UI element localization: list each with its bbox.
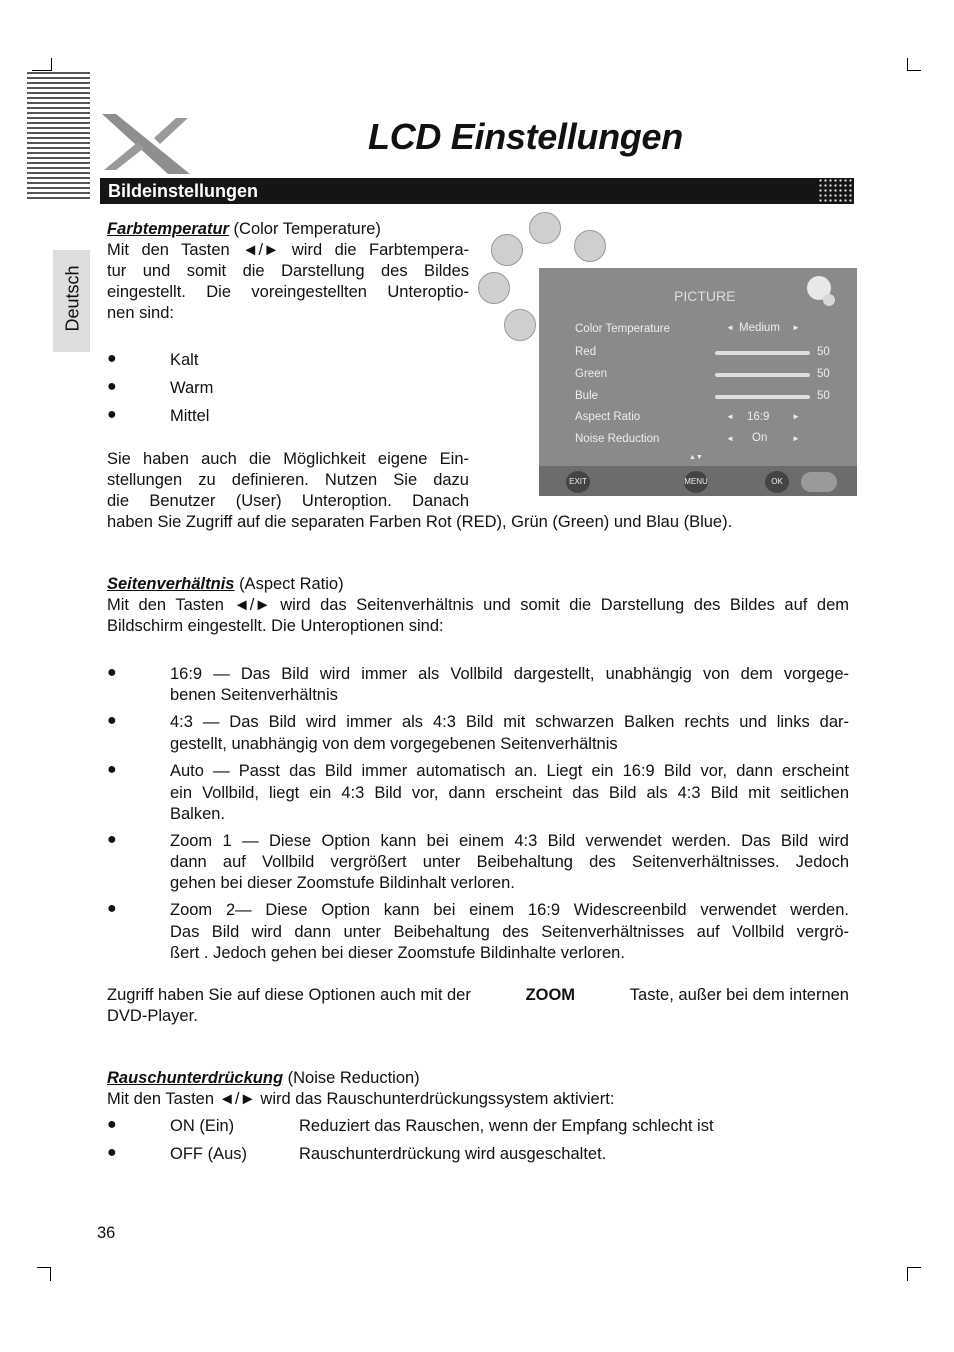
osd-right-arrow: ► — [792, 434, 800, 443]
osd-slider — [715, 373, 810, 377]
noise-heading-line — [107, 1068, 420, 1089]
list-item-line: 16:9 — Das Bild wird immer als Vollbild dargestellt, unabhängig von dem vorgege- — [170, 665, 849, 683]
osd-row-label: Red — [575, 346, 597, 358]
osd-right-arrow: ► — [792, 323, 800, 332]
noise-heading-note: (Noise Reduction) — [287, 1069, 420, 1087]
list-item-line: dann auf Vollbild vergrößert unter Beibehaltung des Seitenverhältnisses. Jedoch — [170, 853, 849, 871]
paragraph-line: haben Sie Zugriff auf die separaten Farben Rot (RED), Grün (Green) und Blau (Blue). — [107, 513, 733, 531]
menu-icon-lock — [529, 212, 561, 244]
osd-row-value: 50 — [817, 346, 830, 358]
osd-row-value: 16:9 — [747, 411, 770, 423]
paragraph-line: nen sind: — [107, 304, 174, 322]
list-item-line: benen Seitenverhältnis — [170, 686, 338, 704]
zoom-note-line — [107, 985, 849, 1006]
paragraph-line: tur und somit die Darstellung des Bildes — [107, 262, 469, 280]
list-item-line: Auto — Passt das Bild immer automatisch an. Liegt ein 16:9 Bild vor, dann erscheint — [170, 762, 849, 780]
decorative-stripes — [27, 72, 90, 199]
language-label: Deutsch — [62, 265, 83, 332]
aspect-heading-note: (Aspect Ratio) — [239, 575, 344, 593]
zoom-key: ZOOM — [525, 986, 576, 1004]
menu-icon-image — [574, 230, 606, 262]
osd-row-value: 50 — [817, 390, 830, 402]
paragraph-line: Mit den Tasten ◄/► wird das Seitenverhältnis und somit die Darstellung des Bildes auf dem — [107, 596, 849, 614]
crop-mark — [37, 1267, 51, 1268]
noise-option-key: OFF (Aus) — [170, 1145, 247, 1163]
crop-mark — [51, 58, 52, 71]
bullet: ● — [107, 664, 117, 681]
paragraph-line: Mit den Tasten ◄/► wird das Rauschunterdrückungssystem aktiviert: — [107, 1090, 615, 1108]
osd-row-value: On — [752, 432, 768, 444]
bullet: ● — [107, 761, 117, 778]
list-item-line: gestellt, unabhängig von dem vorgegebenen Seitenverhältnis — [170, 735, 618, 753]
menu-icon-settings — [478, 272, 510, 304]
list-item-line: Das Bild wird dann unter Beibehaltung des Seitenverhältnisses auf Vollbild vergrö- — [170, 923, 849, 941]
osd-row-label: Color Temperature — [575, 323, 671, 335]
list-item-line: ßert . Jedoch gehen bei dieser Zoomstufe Bildinhalte verloren. — [170, 944, 625, 962]
aspect-heading: Seitenverhältnis — [107, 575, 235, 593]
bullet: ● — [107, 900, 117, 917]
bullet: ● — [107, 1116, 117, 1133]
osd-slider — [715, 395, 810, 399]
section-header — [100, 178, 854, 204]
bullet: ● — [107, 350, 117, 367]
noise-option-desc: Rauschunterdrückung wird ausgeschaltet. — [299, 1145, 607, 1163]
paragraph-line: DVD-Player. — [107, 1007, 198, 1025]
osd-scroll-arrows: ▲▼ — [689, 454, 703, 461]
osd-ok-button: OK — [765, 471, 789, 493]
crop-mark — [907, 70, 921, 71]
noise-option-key: ON (Ein) — [170, 1117, 235, 1135]
list-item: Mittel — [170, 407, 210, 425]
zoom-note-pre: Zugriff haben Sie auf diese Optionen auch mit der — [107, 986, 471, 1004]
osd-row-label: Bule — [575, 390, 599, 402]
zoom-note-post: Taste, außer bei dem internen — [629, 986, 849, 1004]
list-item-line: Zoom 2— Diese Option kann bei einem 16:9 Widescreenbild verwendet werden. — [170, 901, 849, 919]
osd-left-arrow: ◄ — [726, 412, 734, 421]
osd-slider — [715, 351, 810, 355]
menu-icon-clock — [491, 234, 523, 266]
osd-exit-button: EXIT — [566, 471, 590, 493]
color-temp-heading: Farbtemperatur — [107, 220, 229, 238]
osd-picture-menu — [539, 268, 857, 496]
bullet: ● — [107, 378, 117, 395]
menu-icon-sound — [504, 309, 536, 341]
list-item: Kalt — [170, 351, 199, 369]
osd-left-arrow: ◄ — [726, 323, 734, 332]
paragraph-line: stellungen zu definieren. Nutzen Sie dazu — [107, 471, 469, 489]
osd-row-label: Noise Reduction — [575, 433, 660, 445]
list-item-line: Zoom 1 — Diese Option kann bei einem 4:3 Bild verwendet werden. Das Bild wird — [170, 832, 849, 850]
section-title: Bildeinstellungen — [108, 181, 259, 201]
color-temp-heading-note: (Color Temperature) — [233, 220, 381, 238]
brand-logo-icon — [98, 108, 198, 178]
paragraph-line: Mit den Tasten ◄/► wird die Farbtempera- — [107, 241, 469, 259]
list-item: Warm — [170, 379, 214, 397]
color-temp-heading-line — [107, 219, 381, 240]
crop-mark — [907, 1267, 908, 1281]
bullet: ● — [107, 831, 117, 848]
list-item-line: ein Vollbild, liegt ein 4:3 Bild vor, dann erscheint das Bild als 4:3 Bild mit seitlichen — [170, 784, 849, 802]
dot-pattern — [818, 178, 854, 204]
noise-option-desc: Reduziert das Rauschen, wenn der Empfang schlecht ist — [299, 1117, 714, 1135]
aspect-heading-line — [107, 574, 344, 595]
crop-mark — [50, 1267, 51, 1281]
osd-title: PICTURE — [674, 288, 736, 304]
crop-mark — [32, 70, 52, 71]
osd-left-arrow: ◄ — [726, 434, 734, 443]
page-number: 36 — [97, 1224, 116, 1242]
osd-menu-button: MENU — [684, 471, 708, 493]
osd-right-arrow: ► — [792, 412, 800, 421]
osd-row-label: Aspect Ratio — [575, 411, 641, 423]
paragraph-line: Bildschirm eingestellt. Die Unteroptionen sind: — [107, 617, 444, 635]
noise-heading: Rauschunterdrückung — [107, 1069, 284, 1087]
language-tab — [53, 250, 90, 352]
paragraph-line: Sie haben auch die Möglichkeit eigene Ein- — [107, 450, 469, 468]
bullet: ● — [107, 712, 117, 729]
osd-row-value: 50 — [817, 368, 830, 380]
list-item-line: 4:3 — Das Bild wird immer als 4:3 Bild mit schwarzen Balken rechts und links dar- — [170, 713, 849, 731]
crop-mark — [907, 1267, 921, 1268]
osd-row-label: Green — [575, 368, 607, 380]
page-title: LCD Einstellungen — [368, 116, 683, 157]
bullet: ● — [107, 1144, 117, 1161]
osd-bubbles-icon — [823, 294, 835, 306]
paragraph-line: eingestellt. Die voreingestellten Unteroptio- — [107, 283, 469, 301]
list-item-line: gehen bei dieser Zoomstufe Bildinhalt verloren. — [170, 874, 515, 892]
bullet: ● — [107, 406, 117, 423]
osd-dpad-icon — [801, 472, 837, 492]
paragraph-line: die Benutzer (User) Unteroption. Danach — [107, 492, 469, 510]
list-item-line: Balken. — [170, 805, 226, 823]
osd-row-value: Medium — [739, 322, 780, 334]
